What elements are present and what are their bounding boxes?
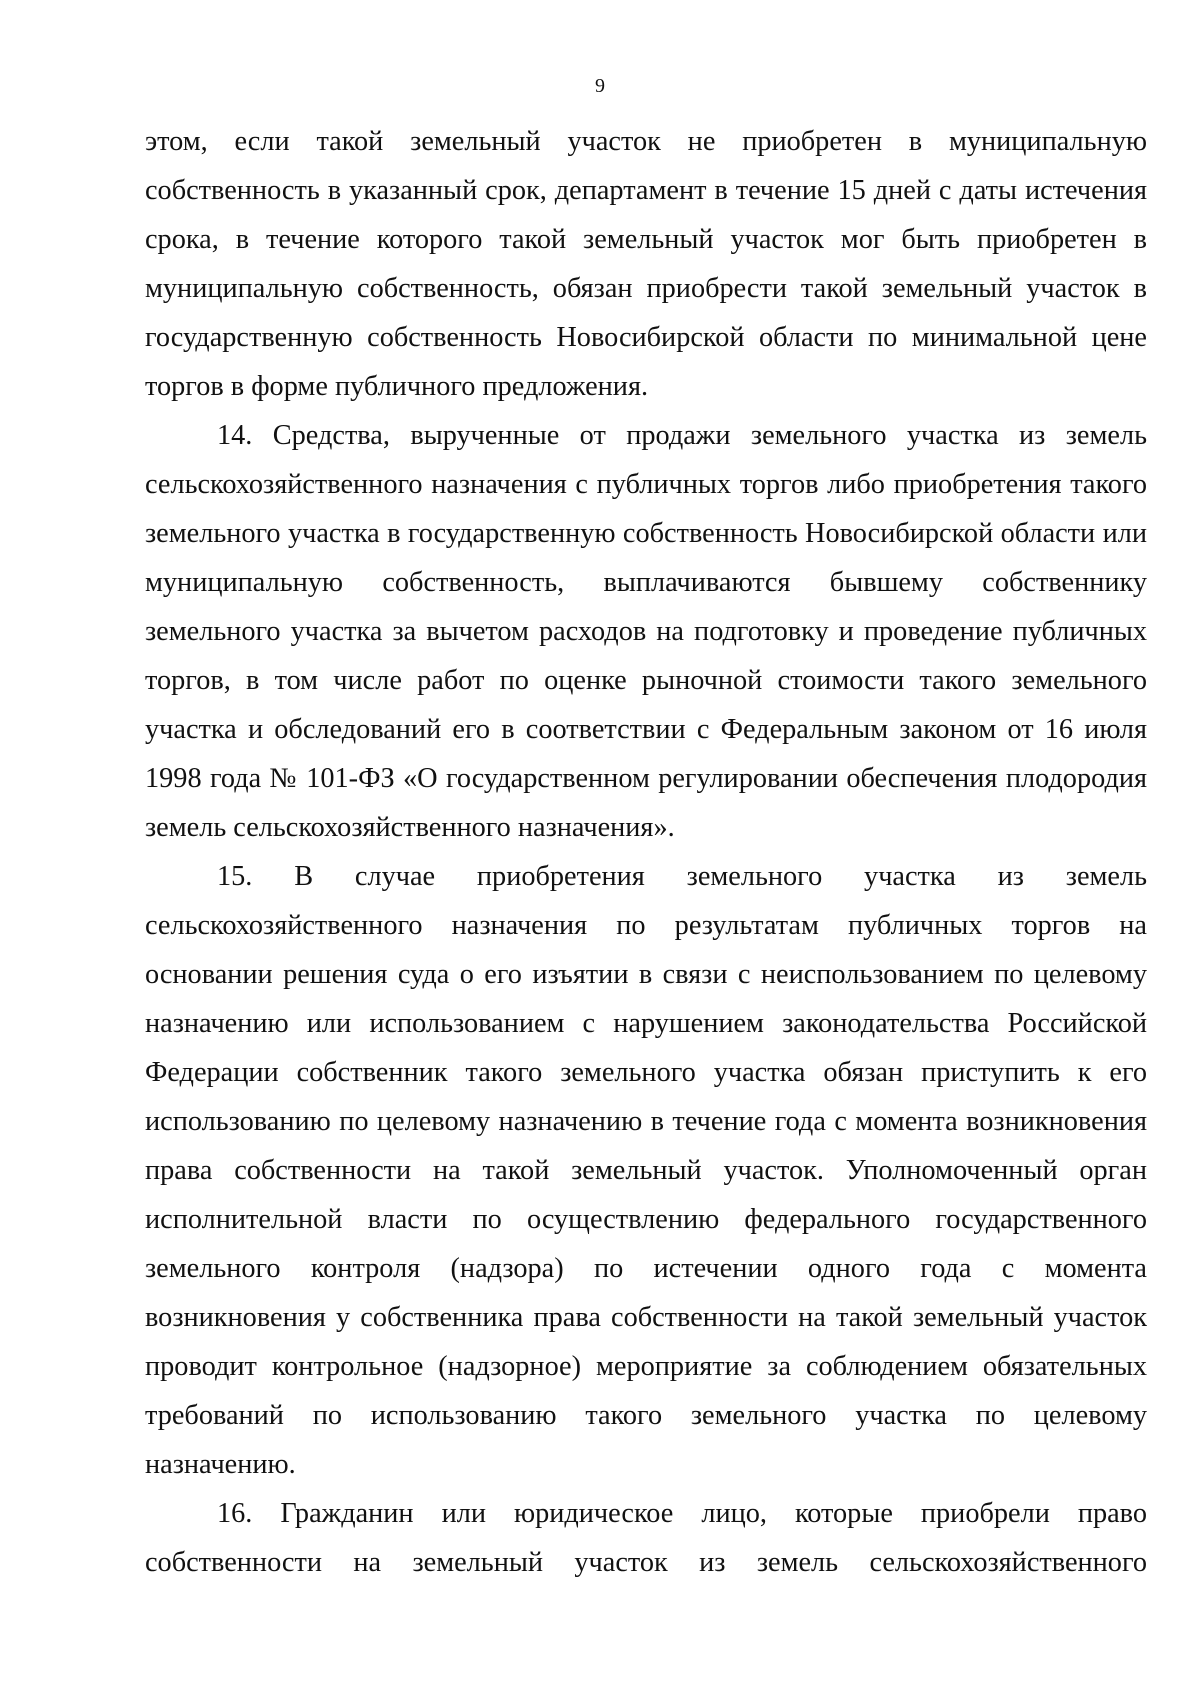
- document-body: [145, 117, 1147, 1587]
- paragraph-continuation: этом, если такой земельный участок не приобретен в муниципальную собственность в указанный срок, департамент в течение 15 дней с даты истечения срока, в течение которого такой земельный участок мог быть приобретен в муниципальную собственность, обязан приобрести такой земельный участок в государственную собственность Новосибирской области по минимальной цене торгов в форме публичного предложения.: [145, 126, 1147, 402]
- paragraph-14: 14. Средства, вырученные от продажи земельного участка из земель сельскохозяйственного назначения с публичных торгов либо приобретения такого земельного участка в государственную собственность Новосибирской области или муниципальную собственность, выплачиваются бывшему собственнику земельного участка за вычетом расходов на подготовку и проведение публичных торгов, в том числе работ по оценке рыночной стоимости такого земельного участка и обследований его в соответствии с Федеральным законом от 16 июля 1998 года № 101-ФЗ «О государственном регулировании обеспечения плодородия земель сельскохозяйственного назначения».: [145, 420, 1147, 843]
- paragraph-15: 15. В случае приобретения земельного участка из земель сельскохозяйственного назначения по результатам публичных торгов на основании решения суда о его изъятии в связи с неиспользованием по целевому назначению или использованием с нарушением законодательства Российской Федерации собственник такого земельного участка обязан приступить к его использованию по целевому назначению в течение года с момента возникновения права собственности на такой земельный участок. Уполномоченный орган исполнительной власти по осуществлению федерального государственного земельного контроля (надзора) по истечении одного года с момента возникновения у собственника права собственности на такой земельный участок проводит контрольное (надзорное) мероприятие за соблюдением обязательных требований по использованию такого земельного участка по целевому назначению.: [145, 861, 1147, 1480]
- page-number: 9: [595, 75, 605, 97]
- paragraph-16: 16. Гражданин или юридическое лицо, которые приобрели право собственности на земельный участок из земель сельскохозяйственного: [145, 1498, 1147, 1578]
